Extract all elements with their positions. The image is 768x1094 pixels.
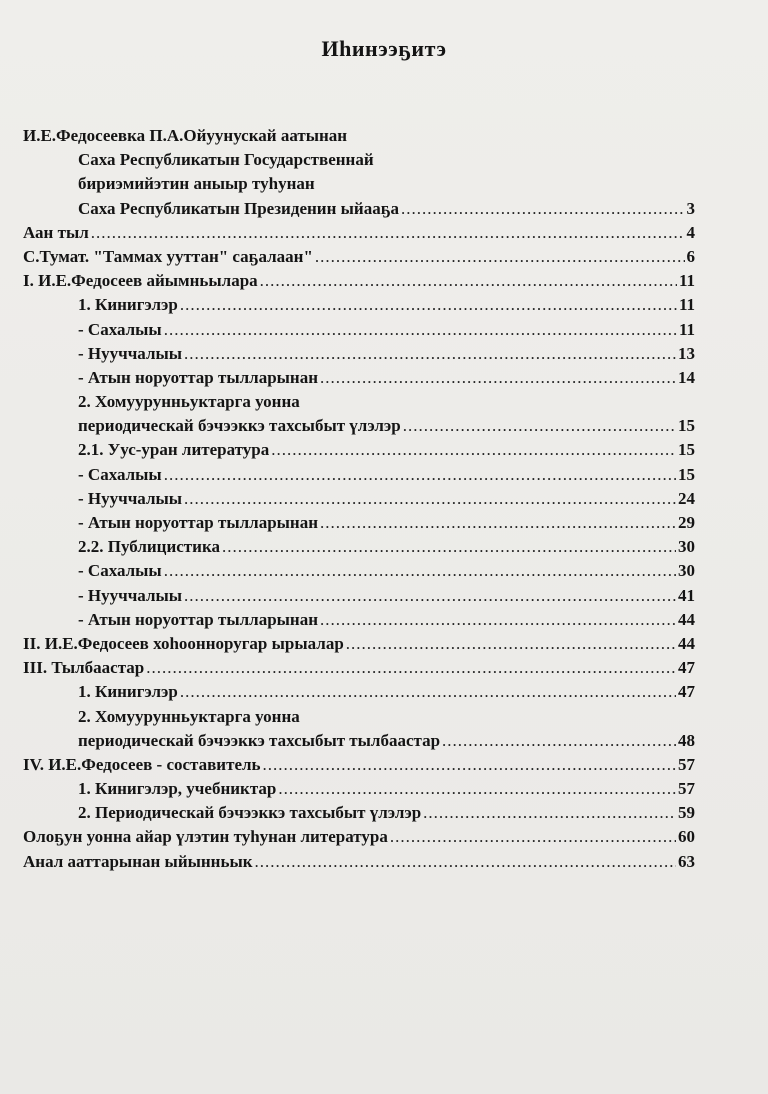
toc-entry-text: 1. Кинигэлэр — [78, 682, 178, 702]
toc-page-number: 11 — [678, 271, 695, 291]
toc-entry-text: - Сахалыы — [78, 561, 162, 581]
dot-leader — [180, 680, 676, 704]
toc-page-number: 4 — [686, 222, 695, 242]
toc-page-number: 57 — [678, 779, 695, 799]
toc-entry — [23, 632, 695, 656]
dot-leader — [401, 197, 684, 221]
dot-leader — [184, 487, 676, 511]
dot-leader — [442, 729, 676, 753]
toc-page-number: 59 — [678, 803, 695, 823]
dot-leader — [180, 293, 677, 317]
toc-entry — [23, 511, 695, 535]
dot-leader — [346, 632, 676, 656]
dot-leader — [423, 801, 676, 825]
dot-leader — [320, 511, 676, 535]
dot-leader — [260, 269, 677, 293]
toc-entry — [23, 390, 695, 414]
toc-page-number: 30 — [678, 537, 695, 557]
toc-entry-text: 2. Периодическай бэчээккэ тахсыбыт үлэлэр — [78, 803, 422, 823]
dot-leader — [184, 342, 676, 366]
dot-leader — [164, 559, 676, 583]
toc-entry — [23, 584, 695, 608]
toc-entry-text: I. И.Е.Федосеев айымньылара — [23, 271, 258, 291]
toc-entry-text: С.Тумат. "Таммах ууттан" саҕалаан" — [23, 246, 313, 266]
toc-entry — [23, 148, 695, 172]
toc-entry — [23, 850, 695, 874]
toc-page-number: 15 — [678, 440, 695, 460]
toc-entry-text: Анал ааттарынан ыйынньык — [23, 851, 253, 871]
toc-entry-text: II. И.Е.Федосеев хоһоонноругар ырыалар — [23, 633, 344, 653]
toc-entry — [23, 559, 695, 583]
toc-page-number: 30 — [678, 561, 695, 581]
table-of-contents — [23, 124, 695, 874]
dot-leader — [255, 850, 676, 874]
toc-entry — [23, 414, 695, 438]
toc-entry — [23, 293, 695, 317]
toc-entry-text: - Сахалыы — [78, 319, 162, 339]
toc-page-number: 24 — [678, 488, 695, 508]
toc-entry — [23, 197, 695, 221]
toc-page-number: 15 — [678, 464, 695, 484]
toc-entry-text: - Атын норуоттар тылларынан — [78, 609, 319, 629]
toc-entry — [23, 705, 695, 729]
toc-entry-text: Саха Республикатын Государственнай — [78, 150, 374, 170]
dot-leader — [146, 656, 676, 680]
toc-page-number: 60 — [678, 827, 695, 847]
dot-leader — [91, 221, 685, 245]
toc-entry-text: периодическай бэчээккэ тахсыбыт тылбаастар — [78, 730, 441, 750]
dot-leader — [164, 463, 676, 487]
toc-entry-text: - Сахалыы — [78, 464, 162, 484]
dot-leader — [320, 366, 676, 390]
toc-entry-text: Саха Республикатын Президенин ыйааҕа — [78, 198, 400, 218]
toc-entry — [23, 777, 695, 801]
toc-entry-text: 2.1. Уус-уран литература — [78, 440, 270, 460]
page-title: Иһинээҕитэ — [321, 36, 447, 61]
dot-leader — [320, 608, 676, 632]
toc-entry — [23, 680, 695, 704]
toc-page-number: 44 — [678, 609, 695, 629]
toc-entry — [23, 245, 695, 269]
toc-page-number: 3 — [686, 198, 695, 218]
toc-entry — [23, 172, 695, 196]
dot-leader — [403, 414, 676, 438]
dot-leader — [278, 777, 676, 801]
toc-entry-text: 1. Кинигэлэр — [78, 295, 178, 315]
toc-entry — [23, 825, 695, 849]
toc-entry — [23, 269, 695, 293]
toc-entry-text: 2. Хомуурунньуктарга уонна — [78, 392, 300, 412]
toc-entry — [23, 318, 695, 342]
toc-entry-text: Олоҕун уонна айар үлэтин туһунан литература — [23, 827, 388, 847]
dot-leader — [390, 825, 676, 849]
toc-entry — [23, 124, 695, 148]
toc-entry — [23, 535, 695, 559]
dot-leader — [164, 318, 677, 342]
toc-page-number: 14 — [678, 367, 695, 387]
toc-page-number: 11 — [678, 319, 695, 339]
toc-entry-text: Аан тыл — [23, 222, 89, 242]
toc-entry — [23, 656, 695, 680]
toc-entry — [23, 438, 695, 462]
toc-page-number: 11 — [678, 295, 695, 315]
toc-entry-text: - Атын норуоттар тылларынан — [78, 513, 319, 532]
toc-entry-text: 1. Кинигэлэр, учебниктар — [78, 779, 277, 799]
toc-entry-text: - Атын норуоттар тылларынан — [78, 367, 319, 387]
toc-page-number: 13 — [678, 343, 695, 363]
toc-page-number: 63 — [678, 851, 695, 871]
toc-page-number: 47 — [678, 682, 695, 702]
toc-entry — [23, 753, 695, 777]
toc-entry-text: 2. Хомуурунньуктарга уонна — [78, 706, 300, 726]
toc-entry-text: И.Е.Федосеевка П.А.Ойуунускай аатынан — [23, 126, 348, 145]
toc-page-number: 29 — [678, 513, 695, 532]
toc-entry-text: 2.2. Публицистика — [78, 537, 220, 557]
dot-leader — [263, 753, 676, 777]
toc-entry — [23, 608, 695, 632]
dot-leader — [315, 245, 685, 269]
toc-entry-text: - Нууччалыы — [78, 488, 183, 508]
toc-entry — [23, 463, 695, 487]
toc-entry — [23, 801, 695, 825]
dot-leader — [271, 438, 676, 462]
toc-page-number: 57 — [678, 754, 695, 774]
toc-entry — [23, 729, 695, 753]
toc-page-number: 44 — [678, 633, 695, 653]
toc-entry-text: бириэмийэтин аныыр туһунан — [78, 174, 315, 194]
toc-entry-text: III. Тылбаастар — [23, 658, 145, 678]
toc-entry-text: IV. И.Е.Федосеев - составитель — [23, 754, 261, 774]
toc-entry-text: - Нууччалыы — [78, 343, 183, 363]
toc-page-number: 47 — [678, 658, 695, 678]
toc-entry — [23, 487, 695, 511]
toc-entry — [23, 366, 695, 390]
toc-page-number: 15 — [678, 416, 695, 436]
dot-leader — [184, 584, 676, 608]
toc-entry — [23, 342, 695, 366]
toc-page-number: 41 — [678, 585, 695, 605]
toc-entry-text: - Нууччалыы — [78, 585, 183, 605]
toc-entry — [23, 221, 695, 245]
toc-page-number: 6 — [686, 246, 695, 266]
toc-page-number: 48 — [678, 730, 695, 750]
dot-leader — [222, 535, 676, 559]
toc-entry-text: периодическай бэчээккэ тахсыбыт үлэлэр — [78, 416, 401, 436]
